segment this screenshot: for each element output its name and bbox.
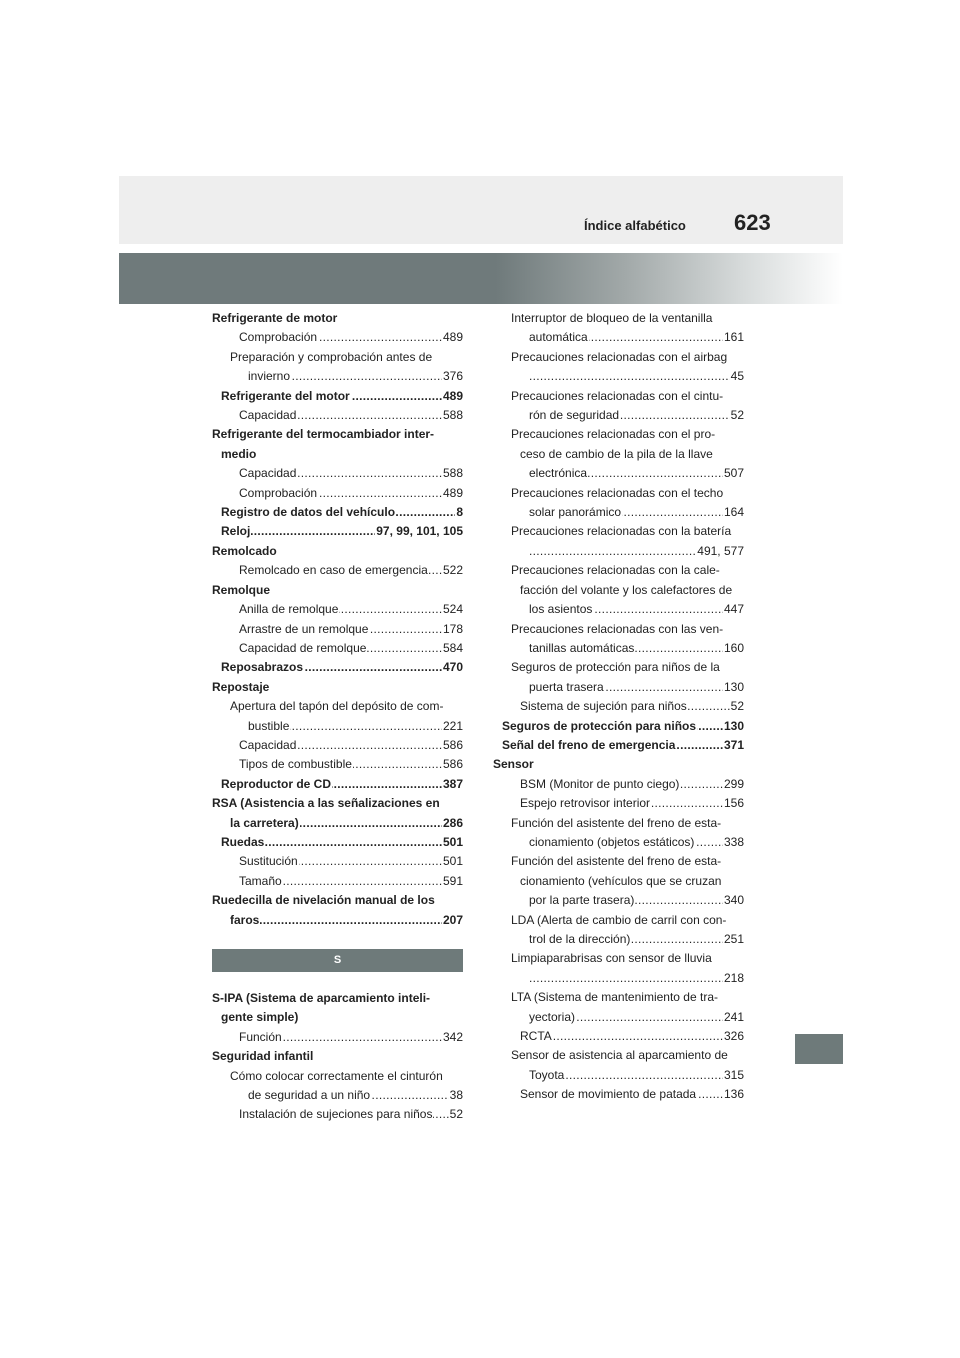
entry-term: Precauciones relacionadas con el cintu- [511, 388, 724, 403]
index-subentry [493, 620, 744, 659]
index-entry [493, 717, 744, 736]
entry-term: Comprobación [239, 484, 318, 503]
entry-term: Sustitución [239, 852, 299, 871]
index-subentry [212, 1105, 463, 1124]
index-subentry [212, 484, 463, 503]
index-column-right [493, 309, 744, 1105]
entry-term: Reproductor de CD [221, 775, 332, 794]
index-subentry [493, 484, 744, 523]
index-entry [212, 658, 463, 677]
entry-page-ref: 52 [730, 697, 744, 716]
entry-term: Apertura del tapón del depósito de com- [230, 699, 444, 714]
leader-line [529, 503, 744, 522]
entry-term: RCTA [520, 1027, 553, 1046]
index-subentry [212, 852, 463, 871]
page-number: 623 [734, 210, 771, 235]
index-subentry [493, 697, 744, 716]
index-group-s-continued [493, 309, 744, 1105]
index-subentry [212, 736, 463, 755]
entry-page-ref: 586 [442, 736, 463, 755]
entry-term: Función del asistente del freno de esta- [511, 854, 722, 869]
entry-page-ref: 507 [723, 464, 744, 483]
entry-term: de seguridad a un niño [248, 1086, 371, 1105]
entry-page-ref: 218 [723, 969, 744, 988]
entry-page-ref: 501 [442, 852, 463, 871]
entry-page-ref: 470 [442, 658, 463, 677]
entry-term: tanillas automáticas [529, 639, 635, 658]
index-group-r [212, 309, 463, 930]
entry-term-continued: medio [221, 446, 257, 461]
entry-term: Precauciones relacionadas con el pro- [511, 427, 716, 442]
entry-page-ref: 315 [723, 1066, 744, 1085]
leader-line [529, 464, 744, 483]
entry-term: Capacidad [239, 464, 297, 483]
leader-line [239, 872, 463, 891]
leader-line [529, 1066, 744, 1085]
entry-term: Capacidad de remolque [239, 639, 367, 658]
entry-page-ref: 376 [442, 367, 463, 386]
entry-page-ref: 251 [723, 930, 744, 949]
entry-page-ref: 588 [442, 406, 463, 425]
index-subentry [493, 988, 744, 1027]
entry-term: la carretera) [230, 814, 300, 833]
leader-line [529, 639, 744, 658]
entry-term: Precauciones relacionadas con el airbag [511, 349, 728, 364]
entry-term: puerta trasera [529, 678, 605, 697]
entry-page-ref: 8 [455, 503, 463, 522]
entry-page-ref: 130 [723, 717, 744, 736]
entry-term: Instalación de sujeciones para niños [239, 1105, 433, 1124]
index-subentry [493, 522, 744, 561]
entry-term: solar panorámico [529, 503, 622, 522]
index-entry [212, 309, 463, 328]
entry-term: Función del asistente del freno de esta- [511, 815, 722, 830]
entry-term: Interruptor de bloqueo de la ventanilla [511, 311, 713, 325]
entry-page-ref: 501 [442, 833, 463, 852]
leader-line [529, 367, 744, 386]
index-subentry [493, 387, 744, 426]
leader-line [239, 852, 463, 871]
leader-line [520, 1027, 744, 1046]
index-entry [493, 736, 744, 755]
entry-term-continued: ceso de cambio de la pila de la llave [520, 446, 713, 461]
index-entry [212, 387, 463, 406]
leader-line [529, 969, 744, 988]
index-subentry [212, 1028, 463, 1047]
entry-page-ref: 52 [730, 406, 744, 425]
leader-line [529, 930, 744, 949]
entry-page-ref: 522 [442, 561, 463, 580]
entry-term: Reposabrazos [221, 658, 304, 677]
leader-line [239, 464, 463, 483]
leader-line [221, 833, 463, 852]
entry-term: Reloj [221, 522, 251, 541]
entry-page-ref: 342 [442, 1028, 463, 1047]
index-entry [212, 522, 463, 541]
entry-term: Limpiaparabrisas con sensor de lluvia [511, 951, 712, 966]
index-subentry [493, 911, 744, 950]
entry-term: Comprobación [239, 328, 318, 347]
leader-line [230, 814, 463, 833]
entry-page-ref: 38 [449, 1086, 463, 1105]
entry-term: Precauciones relacionadas con la cale- [511, 563, 720, 578]
index-group-s [212, 989, 463, 1125]
entry-term: Señal del freno de emergencia [502, 736, 676, 755]
index-subentry [212, 328, 463, 347]
leader-line [248, 1086, 463, 1105]
entry-term: Refrigerante de motor [212, 311, 338, 325]
entry-term: faros [230, 911, 260, 930]
index-entry [212, 503, 463, 522]
leader-line [239, 600, 463, 619]
index-subentry [212, 620, 463, 639]
entry-page-ref: 524 [442, 600, 463, 619]
leader-line [239, 1028, 463, 1047]
entry-page-ref: 156 [723, 794, 744, 813]
entry-page-ref: 286 [442, 814, 463, 833]
leader-line [520, 697, 744, 716]
leader-line [239, 561, 463, 580]
entry-term: Espejo retrovisor interior [520, 794, 651, 813]
entry-term: invierno [248, 367, 291, 386]
index-subentry [212, 755, 463, 774]
entry-term: Ruedas [221, 833, 265, 852]
entry-term: LDA (Alerta de cambio de carril con con- [511, 912, 727, 927]
entry-term: Tipos de combustible [239, 755, 353, 774]
entry-term: Sensor de movimiento de patada [520, 1085, 697, 1104]
entry-term: Seguros de protección para niños [502, 717, 697, 736]
entry-term: por la parte trasera) [529, 891, 635, 910]
leader-line [529, 542, 744, 561]
entry-term: Anilla de remolque [239, 600, 339, 619]
section-title: Índice alfabético [584, 218, 686, 233]
index-subentry [212, 406, 463, 425]
entry-term: S-IPA (Sistema de aparcamiento inteli- [212, 991, 431, 1005]
index-entry [212, 542, 463, 561]
leader-line [221, 658, 463, 677]
leader-line [239, 484, 463, 503]
chapter-thumb-tab [795, 1034, 843, 1064]
entry-page-ref: 586 [442, 755, 463, 774]
entry-page-ref: 489 [442, 328, 463, 347]
entry-term: Toyota [529, 1066, 565, 1085]
leader-line [502, 736, 744, 755]
entry-term: Sistema de sujeción para niños [520, 697, 688, 716]
decorative-gradient-bar [119, 253, 843, 304]
entry-term: automática [529, 328, 589, 347]
index-entry [212, 1047, 463, 1066]
index-subentry [493, 1046, 744, 1085]
index-subentry [493, 852, 744, 910]
entry-term: LTA (Sistema de mantenimiento de tra- [511, 990, 718, 1005]
index-entry [212, 833, 463, 852]
entry-page-ref: 340 [723, 891, 744, 910]
leader-line [520, 775, 744, 794]
entry-term: trol de la dirección) [529, 930, 631, 949]
entry-term: Remolcado en caso de emergencia [239, 561, 429, 580]
index-subentry [212, 600, 463, 619]
leader-line [221, 503, 463, 522]
entry-term: Tamaño [239, 872, 283, 891]
leader-line [529, 328, 744, 347]
entry-term: bustible [248, 717, 290, 736]
entry-page-ref: 45 [730, 367, 744, 386]
entry-term: Remolcado [212, 543, 277, 558]
index-subentry [493, 814, 744, 853]
index-entry [212, 581, 463, 600]
entry-page-ref: 371 [723, 736, 744, 755]
index-subentry [212, 561, 463, 580]
index-entry [212, 989, 463, 1028]
entry-page-ref: 299 [723, 775, 744, 794]
entry-page-ref: 161 [723, 328, 744, 347]
entry-page-ref: 447 [723, 600, 744, 619]
index-entry [212, 775, 463, 794]
entry-page-ref: 97, 99, 101, 105 [375, 522, 463, 541]
leader-line [529, 406, 744, 425]
entry-term: Remolque [212, 582, 271, 597]
index-subentry [212, 639, 463, 658]
index-subentry [493, 561, 744, 619]
leader-line [239, 620, 463, 639]
entry-page-ref: 387 [442, 775, 463, 794]
entry-term: RSA (Asistencia a las señalizaciones en [212, 796, 440, 811]
index-entry [212, 425, 463, 464]
entry-page-ref: 591 [442, 872, 463, 891]
entry-page-ref: 164 [723, 503, 744, 522]
entry-term: Repostaje [212, 679, 270, 694]
entry-term: Seguridad infantil [212, 1049, 314, 1064]
entry-term: Preparación y comprobación antes de [230, 349, 433, 364]
leader-line [221, 775, 463, 794]
entry-page-ref: 491, 577 [696, 542, 744, 561]
index-subentry [493, 775, 744, 794]
leader-line [239, 736, 463, 755]
leader-line [248, 717, 463, 736]
entry-page-ref: 588 [442, 464, 463, 483]
entry-term: electrónica [529, 464, 588, 483]
entry-term-continued: facción del volante y los calefactores de [520, 582, 733, 597]
entry-page-ref: 584 [442, 639, 463, 658]
entry-term: yectoria) [529, 1008, 576, 1027]
entry-term: Sensor de asistencia al aparcamiento de [511, 1048, 728, 1063]
entry-term-continued: cionamiento (vehículos que se cruzan [520, 873, 722, 888]
entry-term-continued: gente simple) [221, 1010, 299, 1025]
entry-page-ref: 489 [442, 484, 463, 503]
entry-page-ref: 178 [442, 620, 463, 639]
entry-term: Seguros de protección para niños de la [511, 660, 720, 675]
entry-term: Precauciones relacionadas con las ven- [511, 621, 724, 636]
index-subentry [212, 348, 463, 387]
leader-line [520, 794, 744, 813]
entry-term: Capacidad [239, 406, 297, 425]
leader-line [529, 891, 744, 910]
leader-line [248, 367, 463, 386]
leader-line [239, 406, 463, 425]
index-subentry [493, 348, 744, 387]
entry-page-ref: 136 [723, 1085, 744, 1104]
index-subentry [212, 697, 463, 736]
entry-term: rón de seguridad [529, 406, 620, 425]
entry-page-ref: 52 [449, 1105, 463, 1124]
index-subentry [212, 872, 463, 891]
index-entry [212, 678, 463, 697]
entry-page-ref: 326 [723, 1027, 744, 1046]
leader-line [529, 678, 744, 697]
entry-term: Cómo colocar correctamente el cinturón [230, 1068, 443, 1083]
entry-page-ref: 489 [442, 387, 463, 406]
entry-page-ref: 207 [442, 911, 463, 930]
entry-page-ref: 338 [723, 833, 744, 852]
leader-line [520, 1085, 744, 1104]
section-letter-band: S [212, 949, 463, 972]
leader-line [502, 717, 744, 736]
entry-page-ref: 130 [723, 678, 744, 697]
entry-page-ref: 221 [442, 717, 463, 736]
index-subentry [493, 309, 744, 348]
index-subentry [493, 949, 744, 988]
index-subentry [493, 1027, 744, 1046]
index-column-left [212, 309, 463, 1125]
leader-line [230, 911, 463, 930]
entry-page-ref: 160 [723, 639, 744, 658]
entry-term: cionamiento (objetos estáticos) [529, 833, 695, 852]
index-entry [212, 794, 463, 833]
entry-term: Función [239, 1028, 283, 1047]
index-subentry [493, 658, 744, 697]
index-subentry [212, 1067, 463, 1106]
entry-term: Refrigerante del termocambiador inter- [212, 427, 435, 442]
leader-line [239, 328, 463, 347]
entry-term: Capacidad [239, 736, 297, 755]
entry-term: Registro de datos del vehículo [221, 503, 396, 522]
leader-line [239, 1105, 463, 1124]
index-subentry [493, 425, 744, 483]
entry-term: Precauciones relacionadas con el techo [511, 485, 724, 500]
entry-term: BSM (Monitor de punto ciego) [520, 775, 680, 794]
leader-line [239, 755, 463, 774]
entry-term: Sensor [493, 757, 534, 772]
index-subentry [493, 794, 744, 813]
leader-line [529, 1008, 744, 1027]
index-entry [493, 755, 744, 774]
leader-line [239, 639, 463, 658]
entry-term: Arrastre de un remolque [239, 620, 369, 639]
index-subentry [493, 1085, 744, 1104]
entry-term: Refrigerante del motor [221, 387, 351, 406]
index-subentry [212, 464, 463, 483]
entry-term: los asientos [529, 600, 593, 619]
leader-line [529, 833, 744, 852]
entry-term: Precauciones relacionadas con la batería [511, 524, 732, 539]
entry-term: Ruedecilla de nivelación manual de los [212, 893, 435, 908]
leader-line [529, 600, 744, 619]
leader-line [221, 387, 463, 406]
index-entry [212, 891, 463, 930]
leader-line [221, 522, 463, 541]
entry-page-ref: 241 [723, 1008, 744, 1027]
